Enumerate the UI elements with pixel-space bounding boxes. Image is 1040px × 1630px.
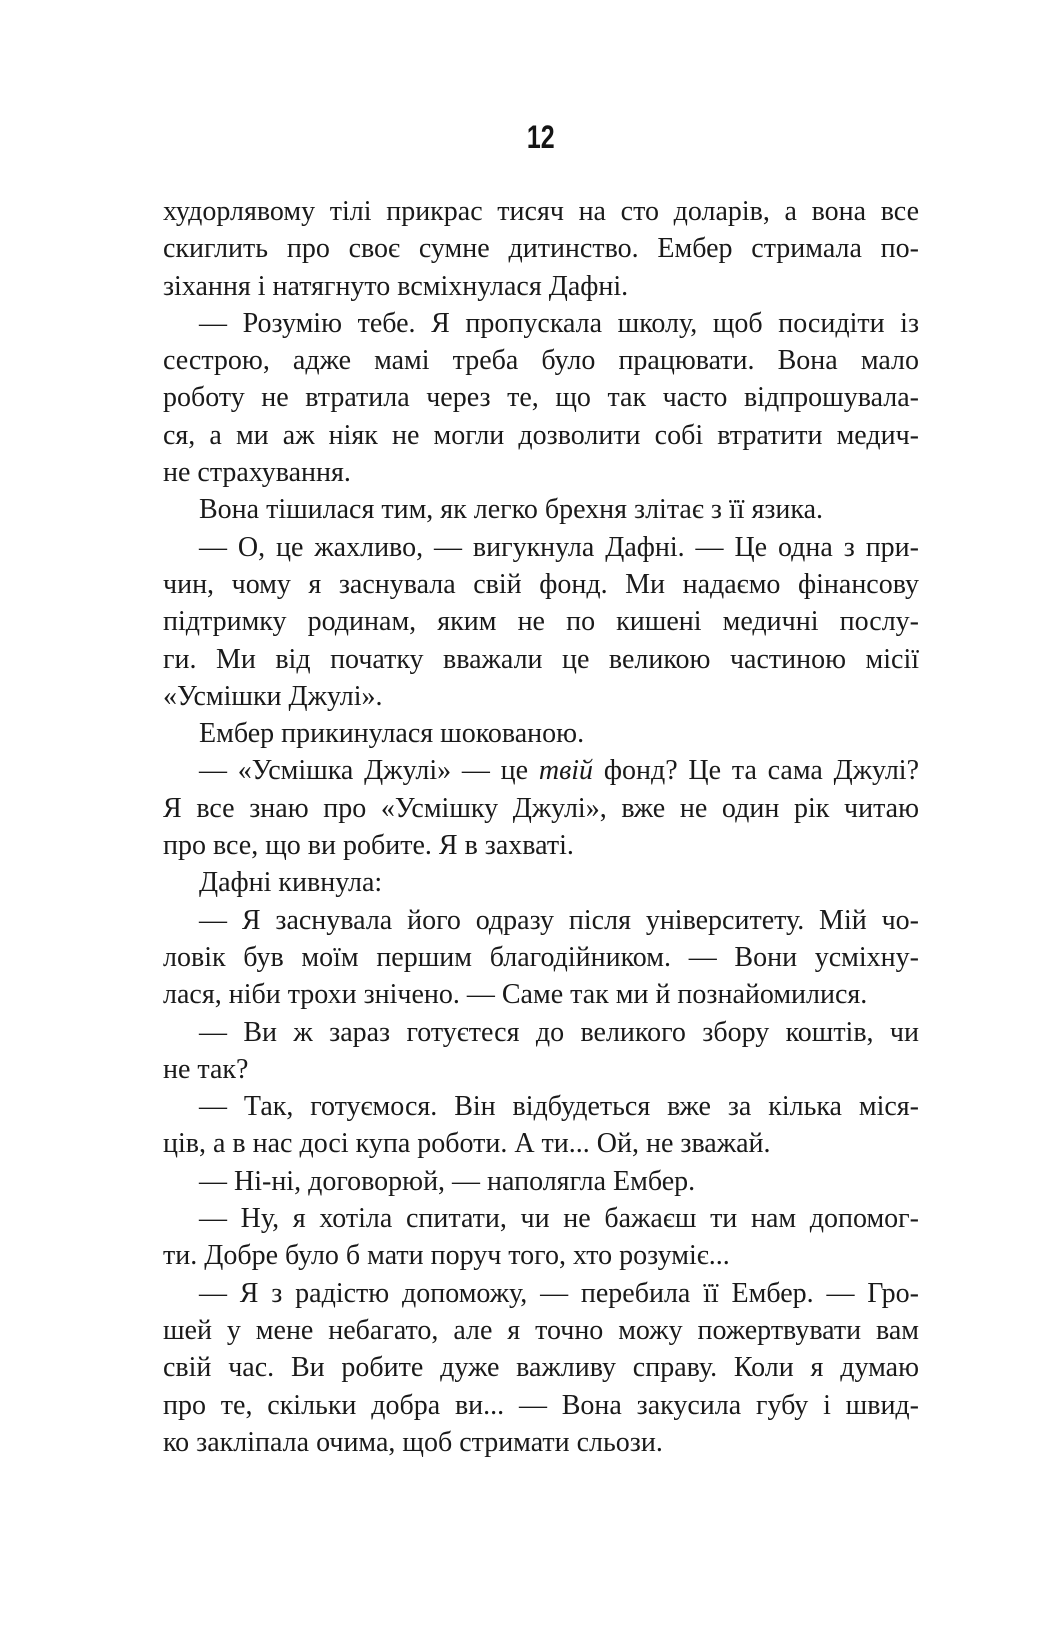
paragraph — [163, 1200, 919, 1275]
paragraph — [163, 1163, 919, 1200]
text-line — [163, 1125, 919, 1162]
text-segment: — «Усмішка Джулі» — це — [199, 755, 539, 787]
text-line — [163, 230, 919, 267]
text-segment: фонд? Це та сама Джулі? — [593, 755, 919, 787]
text-line — [163, 902, 919, 939]
text-line — [163, 1349, 919, 1386]
text-line — [163, 1387, 919, 1424]
text-segment: — Розумію тебе. Я пропускала школу, щоб посидіти із — [199, 307, 919, 339]
paragraph — [163, 1275, 919, 1461]
text-segment: — Я заснувала його одразу після університету. Мій чо- — [199, 904, 919, 936]
text-line — [163, 491, 919, 528]
text-line — [163, 268, 919, 305]
text-segment: сестрою, адже мамі треба було працювати. Вона мало — [163, 345, 919, 377]
text-segment: роботу не втратила через те, що так часто відпрошувала- — [163, 382, 919, 414]
text-segment: Ембер прикинулася шокованою. — [199, 718, 585, 750]
text-line — [163, 1200, 919, 1237]
page-number — [163, 121, 919, 153]
text-segment: шей у мене небагато, але я точно можу пожертвувати вам — [163, 1314, 919, 1346]
text-line — [163, 529, 919, 566]
text-line — [163, 790, 919, 827]
text-line — [163, 1088, 919, 1125]
text-segment: — Ні-ні, договорюй, — наполягла Ембер. — [199, 1165, 696, 1197]
emphasized-text: твій — [538, 755, 594, 787]
text-segment: Дафні кивнула: — [199, 867, 383, 899]
text-line — [163, 641, 919, 678]
paragraph — [163, 1014, 919, 1089]
text-segment: ців, а в нас досі купа роботи. А ти... Ой, не зважай. — [163, 1128, 771, 1160]
text-segment: свій час. Ви робите дуже важливу справу. Коли я думаю — [163, 1352, 919, 1384]
text-segment: чин, чому я заснувала свій фонд. Ми надаємо фінансову — [163, 568, 919, 600]
text-segment: — О, це жахливо, — вигукнула Дафні. — Це одна з при- — [199, 531, 919, 563]
paragraph — [163, 864, 919, 901]
paragraph — [163, 305, 919, 491]
text-block — [163, 193, 919, 1461]
text-line — [163, 864, 919, 901]
text-segment: ти. Добре було б мати поруч того, хто розуміє... — [163, 1240, 730, 1272]
text-line — [163, 1312, 919, 1349]
paragraph — [163, 193, 919, 305]
text-segment: ловік був моїм першим благодійником. — Вони усміхну- — [163, 941, 919, 973]
text-line — [163, 939, 919, 976]
text-line — [163, 193, 919, 230]
text-line — [163, 342, 919, 379]
text-line — [163, 1275, 919, 1312]
text-line — [163, 1424, 919, 1461]
paragraph — [163, 902, 919, 1014]
page-number-digits: 12 — [527, 119, 555, 155]
text-segment: — Так, готуємося. Він відбудеться вже за кілька міся- — [199, 1091, 919, 1123]
text-segment: «Усмішки Джулі». — [163, 680, 383, 712]
text-line — [163, 678, 919, 715]
text-line — [163, 1051, 919, 1088]
text-line — [163, 1237, 919, 1274]
text-segment: ко закліпала очима, щоб стримати сльози. — [163, 1426, 663, 1458]
text-segment: не страхування. — [163, 457, 351, 489]
text-segment: лася, ніби трохи знічено. — Саме так ми й познайомилися. — [163, 979, 868, 1011]
text-segment: про те, скільки добра ви... — Вона закусила губу і швид- — [163, 1389, 919, 1421]
text-line — [163, 976, 919, 1013]
text-segment: — Ви ж зараз готуєтеся до великого збору коштів, чи — [199, 1016, 919, 1048]
paragraph — [163, 1088, 919, 1163]
text-line — [163, 305, 919, 342]
text-line — [163, 827, 919, 864]
text-line — [163, 454, 919, 491]
text-line — [163, 1014, 919, 1051]
text-segment: Вона тішилася тим, як легко брехня злітає з її язика. — [199, 494, 823, 526]
paragraph — [163, 491, 919, 528]
text-segment: ся, а ми аж ніяк не могли дозволити собі втратити медич- — [163, 419, 919, 451]
text-segment: про все, що ви робите. Я в захваті. — [163, 830, 574, 862]
text-segment: не так? — [163, 1053, 249, 1085]
text-line — [163, 603, 919, 640]
text-line — [163, 566, 919, 603]
text-line — [163, 715, 919, 752]
text-line — [163, 417, 919, 454]
text-segment: скиглить про своє сумне дитинство. Ембер стримала по- — [163, 233, 919, 265]
text-segment: худорлявому тілі прикрас тисяч на сто доларів, а вона все — [163, 196, 919, 227]
paragraph — [163, 715, 919, 752]
paragraph — [163, 529, 919, 715]
text-line — [163, 1163, 919, 1200]
text-line — [163, 752, 919, 789]
text-segment: ги. Ми від початку вважали це великою частиною місії — [163, 643, 919, 675]
text-segment: — Ну, я хотіла спитати, чи не бажаєш ти нам допомог- — [199, 1203, 919, 1235]
text-segment: Я все знаю про «Усмішку Джулі», вже не один рік читаю — [163, 792, 919, 824]
paragraph — [163, 752, 919, 864]
text-segment: підтримку родинам, яким не по кишені медичні послу- — [163, 606, 919, 638]
text-line — [163, 379, 919, 416]
text-segment: зіхання і натягнуто всміхнулася Дафні. — [163, 270, 629, 302]
text-segment: — Я з радістю допоможу, — перебила її Ембер. — Гро- — [199, 1277, 919, 1309]
